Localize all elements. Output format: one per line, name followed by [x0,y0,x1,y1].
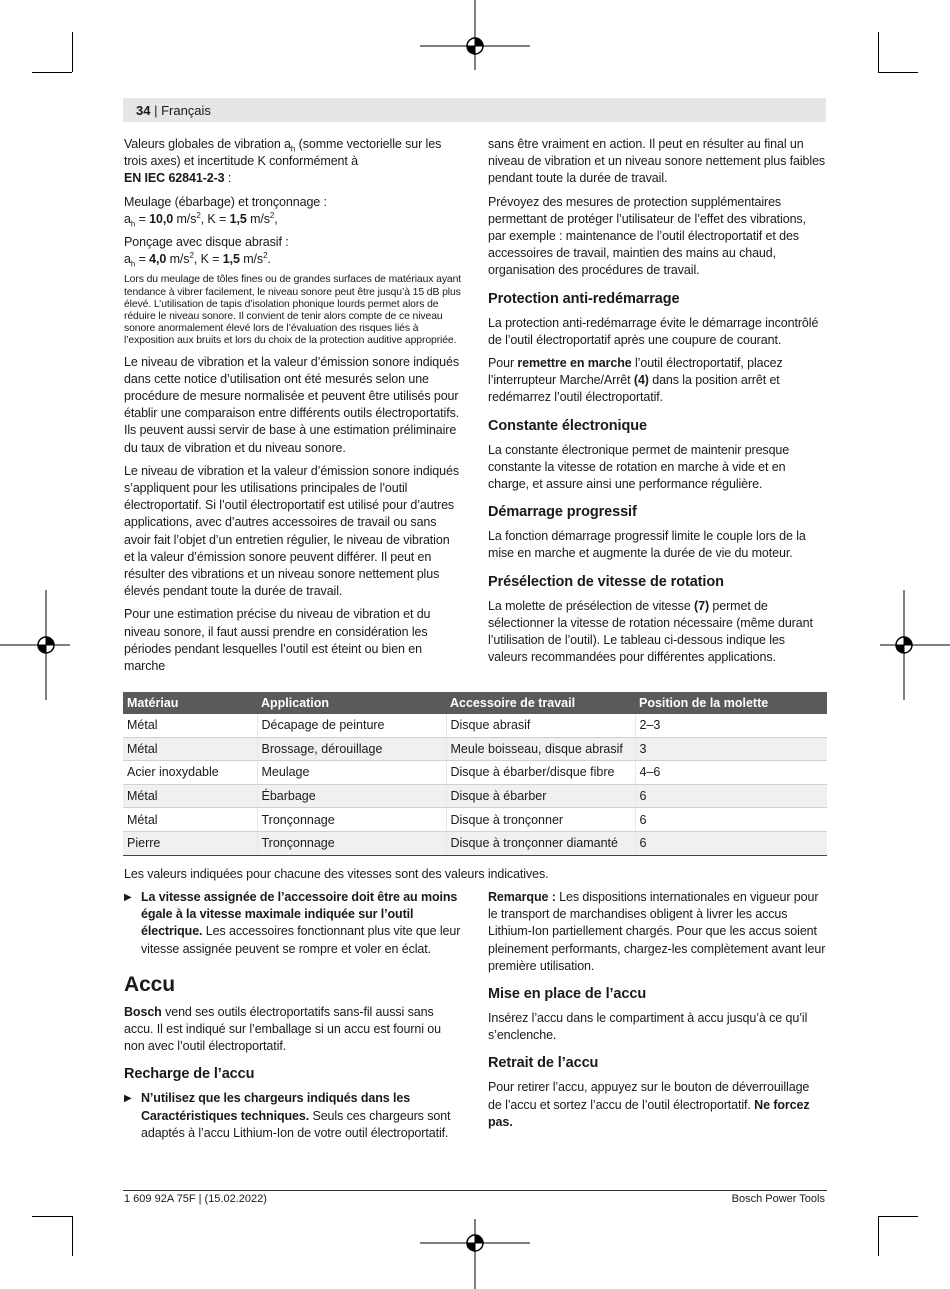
page-number: 34 [136,103,151,118]
paragraph: Pour une estimation précise du niveau de vibration et du niveau sonore, il faut aussi prendre en considération les périodes pendant lesquelles l’outil est éteint ou bien en marche [124,607,431,674]
footer-right: Bosch Power Tools [731,1193,825,1205]
paragraph: Remarque : Les dispositions internationales en vigueur pour le transport de marchandises obligent à livrer les accus Lithium-Ion partiellement chargés. Pour que les accus soient pleinement performants, chargez-les complètement avant leur première utilisation. [488,890,826,973]
lower-right-column [488,889,826,1137]
table-row [123,784,827,808]
table-cell: Ébarbage [257,784,446,808]
paragraph: Le niveau de vibration et la valeur d’émission sonore indiqués dans cette notice d’utilisation ont été mesurés selon une procédure de mesure normalisée et peuvent être utilisés pour établir une comparaison entre différents outils électroportatifs. Ils peuvent aussi servir de base à une estimation préliminaire du taux de vibration et du niveau sonore. [124,354,460,455]
crop-mark [72,1216,73,1256]
table-cell: Tronçonnage [257,808,446,832]
footer-left: 1 609 92A 75F | (15.02.2022) [124,1193,267,1205]
paragraph: La constante électronique permet de maintenir presque constante la vitesse de rotation en marche à vide et en charge, et assure ainsi une performance régulière. [488,442,790,492]
table-cell: Tronçonnage [257,831,446,855]
paragraph: Prévoyez des mesures de protection supplémentaires permettant de protéger l’utilisateur de l’effet des vibrations, par exemple : maintenance de l’outil électroportatif et des accessoires de travail, maintien des mains au chaud, organisation des procédures de travail. [488,194,806,278]
table-header: Position de la molette [635,692,827,714]
grinding-values: Meulage (ébarbage) et tronçonnage : $a_h = 10,0$ $m/s^2$, K = 1,5 $m/s^2$, [124,194,327,229]
table-cell: 2–3 [635,714,827,737]
table-cell: Meule boisseau, disque abrasif [446,737,635,761]
table-header: Application [257,692,446,714]
table-cell: Métal [123,714,257,737]
table-cell: 3 [635,737,827,761]
section-heading: Retrait de l’accu [488,1055,599,1072]
table-cell: Pierre [123,831,257,855]
crosshair-icon [420,1219,530,1289]
table-cell: Acier inoxydable [123,761,257,785]
paragraph: La protection anti-redémarrage évite le démarrage incontrôlé de l’outil électroportatif après une coupure de courant. [488,315,819,347]
crop-mark [32,1216,72,1217]
section-heading: Constante électronique [488,417,647,434]
triangle-right-icon: ▶ [124,892,132,903]
table-cell: 6 [635,784,827,808]
lower-left-column [124,889,462,1148]
paragraph: Insérez l’accu dans le compartiment à accu jusqu’à ce qu’il s’enclenche. [488,1011,808,1043]
warning-bullet: ▶ La vitesse assignée de l’accessoire doit être au moins égale à la vitesse maximale indiquée sur l’outil électrique. Les accessoires fonctionnant plus vite que leur vitesse assignée peuvent se rompre et voler en éclat. [124,890,461,956]
table-cell: Brossage, dérouillage [257,737,446,761]
right-column [488,136,826,672]
table-cell: Meulage [257,761,446,785]
table-row [123,831,827,855]
table-cell: Métal [123,784,257,808]
footer-rule [123,1190,827,1191]
table-cell: 6 [635,808,827,832]
table-header-row [123,692,827,714]
table-cell: Disque abrasif [446,714,635,737]
crosshair-icon [880,590,950,700]
warning-bullet: ▶ N’utilisez que les chargeurs indiqués dans les Caractéristiques techniques. Seuls ces chargeurs sont adaptés à l’accu Lithium-Ion de votre outil électroportatif. [124,1091,451,1140]
sanding-values: Ponçage avec disque abrasif : $a_h = 4,0$ $m/s^2$, K = 1,5 $m/s^2$. [124,235,289,269]
paragraph: Le niveau de vibration et la valeur d’émission sonore indiqués s’appliquent pour les utilisations principales de l’outil électroportatif. Si l’outil électroportatif est utilisé pour d’autres applications, avec d’autres accessoires de travail ou sans avoir fait l’objet d’un entretien régulier, le niveau de vibration et la valeur d’émission sonore peuvent différer. Il peut en résulter des vibrations et un niveau sonore nettement plus élevés pendant toute la durée de travail. [124,463,459,599]
triangle-right-icon: ▶ [124,1093,132,1105]
crop-mark [878,1216,879,1256]
crop-mark [878,72,918,73]
section-heading: Démarrage progressif [488,504,637,521]
noise-note: Lors du meulage de tôles fines ou de grandes surfaces de matériaux ayant tendance à vibrer facilement, le niveau sonore peut être jusqu’à 15 dB plus élevé. L’utilisation de tapis d’isolation phonique lourds permet alors de réduire le niveau sonore. Il convient de tenir alors compte de ce niveau sonore anormalement élevé lors de l’évaluation des risques liés à l’exposition aux bruits et lors du choix de la protection auditive appropriée. [124,274,462,347]
paragraph: Pour retirer l’accu, appuyez sur le bouton de déverrouillage de l’accu et sortez l’accu de l’outil électroportatif. Ne forcez pas. [488,1080,810,1129]
table-row [123,737,827,761]
table-cell: Disque à tronçonner [446,808,635,832]
crop-mark [878,1216,918,1217]
section-heading: Protection anti-redémarrage [488,290,680,307]
crosshair-icon [420,0,530,70]
page-header [123,98,826,122]
paragraph: La molette de présélection de vitesse (7) permet de sélectionner la vitesse de rotation nécessaire (même durant l’utilisation de l’outil). Le tableau ci-dessous indique les valeurs recommandées pour différentes applications. [488,598,813,665]
table-row [123,761,827,785]
section-heading: Présélection de vitesse de rotation [488,573,724,590]
paragraph: sans être vraiment en action. Il peut en résulter au final un niveau de vibration et un niveau sonore nettement plus faibles pendant toute la durée de travail. [488,137,826,186]
table-row [123,808,827,832]
table-header: Matériau [123,692,257,714]
table-note: Les valeurs indiquées pour chacune des vitesses sont des valeurs indicatives. [124,867,549,881]
speed-table [123,692,827,856]
section-heading: Mise en place de l’accu [488,986,647,1003]
crop-mark [878,32,879,72]
table-cell: Disque à tronçonner diamanté [446,831,635,855]
table-cell: Disque à ébarber [446,784,635,808]
paragraph: Pour remettre en marche l’outil électroportatif, placez l’interrupteur Marche/Arrêt (4) dans la position arrêt et redémarrez l’outil électroportatif. [488,356,783,405]
paragraph: Bosch vend ses outils électroportatifs sans-fil aussi sans accu. Il est indiqué sur l’emballage si un accu est fourni ou non avec l’outil électroportatif. [124,1004,441,1054]
table-cell: Métal [123,737,257,761]
table-cell: 6 [635,831,827,855]
table-cell: 4–6 [635,761,827,785]
table-header: Accessoire de travail [446,692,635,714]
left-column [124,136,462,681]
crop-mark [32,72,72,73]
table-row [123,714,827,737]
crosshair-icon [0,590,70,700]
page-heading: 34 | Français [136,103,211,118]
section-title: Accu [124,972,175,996]
table-cell: Décapage de peinture [257,714,446,737]
vibration-intro: Valeurs globales de vibration $a_h$ (somme vectorielle sur les trois axes) et incertitude K conformément à EN IEC 62841-2-3 : [124,137,442,186]
table-cell: Disque à ébarber/disque fibre [446,761,635,785]
paragraph: La fonction démarrage progressif limite le couple lors de la mise en marche et augmente la durée de vie du moteur. [488,529,806,561]
section-heading: Recharge de l’accu [124,1066,255,1083]
language-label: Français [161,103,211,118]
crop-mark [72,32,73,72]
table-cell: Métal [123,808,257,832]
